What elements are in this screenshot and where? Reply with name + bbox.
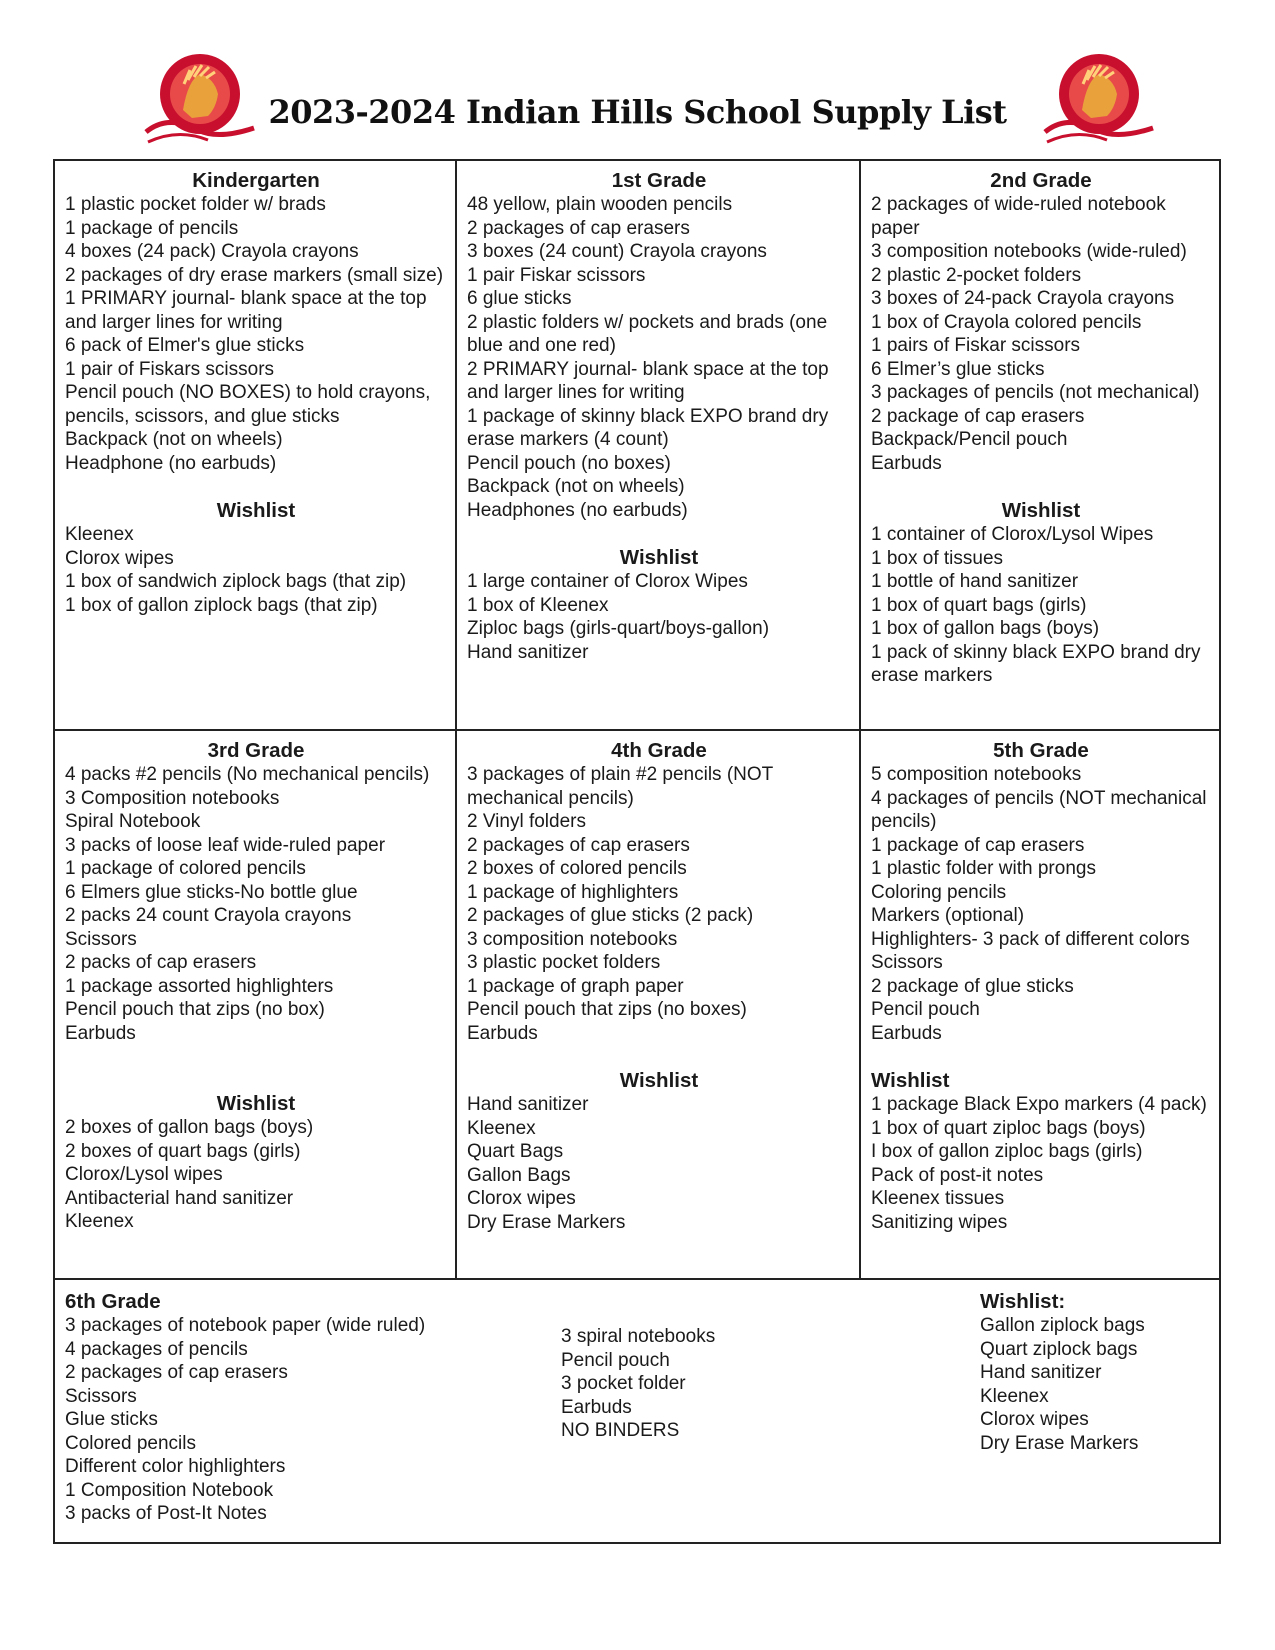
list-item: Colored pencils bbox=[65, 1432, 196, 1454]
list-item: 4 packs #2 pencils (No mechanical pencils) bbox=[65, 764, 430, 785]
wishlist-list bbox=[467, 570, 851, 664]
list-item: 1 plastic pocket folder w/ brads bbox=[65, 194, 326, 215]
list-item: 1 box of tissues bbox=[871, 547, 1004, 569]
list-item: Headphone (no earbuds) bbox=[65, 452, 277, 474]
grade-cell-4th bbox=[457, 731, 861, 1278]
list-item: 48 yellow, plain wooden pencils bbox=[467, 194, 733, 215]
list-item: 1 box of Crayola colored pencils bbox=[871, 311, 1142, 333]
wishlist-list bbox=[871, 1093, 1211, 1234]
list-item: 6 Elmer’s glue sticks bbox=[871, 358, 1045, 380]
list-item: Pencil pouch (NO BOXES) to hold crayons, pencils, scissors, and glue sticks bbox=[65, 382, 431, 427]
supply-list bbox=[871, 193, 1211, 475]
list-item: 2 packages of glue sticks (2 pack) bbox=[467, 905, 754, 926]
grade-cell-5th bbox=[861, 731, 1219, 1278]
list-item: 1 package of graph paper bbox=[467, 975, 684, 997]
list-item: 1 box of quart bags (girls) bbox=[871, 594, 1087, 616]
list-item: 1 plastic folder with prongs bbox=[871, 858, 1096, 879]
list-item: 1 Composition Notebook bbox=[65, 1479, 274, 1501]
wishlist-heading: Wishlist bbox=[216, 499, 296, 522]
list-item: Earbuds bbox=[561, 1396, 632, 1418]
list-item: Kleenex bbox=[65, 1211, 134, 1232]
list-item: Clorox/Lysol wipes bbox=[65, 1164, 223, 1185]
list-item: Coloring pencils bbox=[871, 881, 1007, 903]
list-item: 1 box of Kleenex bbox=[467, 594, 609, 616]
list-item: 1 pairs of Fiskar scissors bbox=[871, 335, 1081, 356]
list-item: 4 packages of pencils (NOT mechanical pencils) bbox=[871, 787, 1207, 832]
list-item: Earbuds bbox=[65, 1022, 136, 1044]
list-item: 2 boxes of colored pencils bbox=[467, 858, 687, 879]
list-item: 3 composition notebooks bbox=[467, 928, 678, 950]
grade-heading: 1st Grade bbox=[611, 169, 707, 192]
grade-cell-2nd bbox=[861, 161, 1219, 729]
supply-list bbox=[65, 1314, 545, 1526]
list-item: 3 packages of pencils (not mechanical) bbox=[871, 382, 1200, 403]
list-item: Pencil pouch that zips (no box) bbox=[65, 999, 325, 1020]
list-item: Antibacterial hand sanitizer bbox=[65, 1187, 294, 1209]
wishlist-heading: Wishlist bbox=[871, 1069, 950, 1092]
list-item: Sanitizing wipes bbox=[871, 1211, 1008, 1233]
list-item: Clorox wipes bbox=[980, 1409, 1089, 1430]
sixth-grade-column-1 bbox=[65, 1290, 545, 1526]
list-item: Backpack (not on wheels) bbox=[467, 476, 685, 497]
list-item: 2 packages of wide-ruled notebook paper bbox=[871, 194, 1166, 239]
list-item: Pencil pouch bbox=[871, 999, 980, 1020]
supply-list bbox=[467, 763, 851, 1045]
list-item: 1 package assorted highlighters bbox=[65, 975, 334, 997]
list-item: 1 box of gallon ziplock bags (that zip) bbox=[65, 594, 378, 616]
wishlist-list bbox=[467, 1093, 851, 1234]
list-item: Backpack (not on wheels) bbox=[65, 429, 283, 450]
wishlist-heading: Wishlist bbox=[619, 1069, 699, 1092]
list-item: Markers (optional) bbox=[871, 905, 1025, 926]
list-item: Clorox wipes bbox=[65, 547, 174, 569]
table-row bbox=[55, 161, 1219, 731]
wishlist-heading: Wishlist bbox=[1001, 499, 1081, 522]
school-logo bbox=[1037, 50, 1162, 150]
list-item: Pencil pouch (no boxes) bbox=[467, 452, 671, 474]
list-item: Scissors bbox=[65, 928, 137, 950]
list-item: Earbuds bbox=[467, 1022, 538, 1044]
list-item: Quart Bags bbox=[467, 1141, 564, 1162]
grade-heading: 2nd Grade bbox=[990, 169, 1092, 192]
grade-cell-1st bbox=[457, 161, 861, 729]
grade-heading: 4th Grade bbox=[611, 739, 707, 762]
chief-headdress-icon bbox=[1037, 50, 1162, 150]
supply-list bbox=[65, 763, 447, 1045]
grade-heading: Kindergarten bbox=[192, 169, 320, 192]
list-item: 2 packages of cap erasers bbox=[65, 1362, 288, 1383]
wishlist-heading: Wishlist bbox=[619, 546, 699, 569]
grade-cell-kindergarten bbox=[55, 161, 457, 729]
list-item: Dry Erase Markers bbox=[467, 1211, 626, 1233]
sixth-grade-column-2 bbox=[561, 1325, 861, 1443]
list-item: Earbuds bbox=[871, 452, 942, 474]
wishlist-list bbox=[980, 1314, 1200, 1455]
supply-list bbox=[871, 763, 1211, 1045]
list-item: Pack of post-it notes bbox=[871, 1164, 1044, 1186]
list-item: 4 packages of pencils bbox=[65, 1338, 248, 1360]
list-item: 3 plastic pocket folders bbox=[467, 952, 661, 973]
grade-heading: 3rd Grade bbox=[207, 739, 305, 762]
list-item: 3 packages of plain #2 pencils (NOT mechanical pencils) bbox=[467, 764, 773, 809]
wishlist-list bbox=[65, 523, 447, 617]
list-item: 3 packs of loose leaf wide-ruled paper bbox=[65, 834, 386, 856]
list-item: Scissors bbox=[65, 1385, 137, 1407]
list-item: Kleenex bbox=[65, 524, 134, 545]
list-item: Kleenex bbox=[980, 1385, 1049, 1407]
list-item: 1 package Black Expo markers (4 pack) bbox=[871, 1094, 1207, 1115]
list-item: 3 boxes of 24-pack Crayola crayons bbox=[871, 288, 1175, 309]
list-item: Pencil pouch that zips (no boxes) bbox=[467, 999, 747, 1020]
supply-list bbox=[467, 193, 851, 522]
list-item: 1 package of colored pencils bbox=[65, 858, 306, 879]
list-item: 3 boxes (24 count) Crayola crayons bbox=[467, 241, 767, 262]
list-item: Headphones (no earbuds) bbox=[467, 499, 688, 521]
grade-heading: 5th Grade bbox=[993, 739, 1089, 762]
list-item: Highlighters- 3 pack of different colors bbox=[871, 928, 1190, 950]
list-item: 2 packages of cap erasers bbox=[467, 217, 690, 239]
list-item: 1 box of gallon bags (boys) bbox=[871, 618, 1100, 639]
list-item: Gallon Bags bbox=[467, 1164, 571, 1186]
wishlist-heading: Wishlist: bbox=[980, 1290, 1066, 1313]
list-item: 6 pack of Elmer's glue sticks bbox=[65, 335, 305, 356]
list-item: 6 glue sticks bbox=[467, 288, 572, 309]
list-item: 1 package of skinny black EXPO brand dry erase markers (4 count) bbox=[467, 405, 829, 450]
list-item: 3 spiral notebooks bbox=[561, 1326, 716, 1347]
list-item: Hand sanitizer bbox=[467, 641, 589, 663]
wishlist-list bbox=[65, 1116, 447, 1234]
list-item: 3 Composition notebooks bbox=[65, 787, 280, 809]
supply-list bbox=[65, 193, 447, 475]
page-title: 2023-2024 Indian Hills School Supply List bbox=[268, 93, 1007, 131]
list-item: Clorox wipes bbox=[467, 1188, 576, 1209]
list-item: Scissors bbox=[871, 952, 943, 973]
page-header bbox=[0, 0, 1275, 160]
list-item: Pencil pouch bbox=[561, 1349, 670, 1371]
list-item: Dry Erase Markers bbox=[980, 1432, 1139, 1454]
list-item: NO BINDERS bbox=[561, 1420, 680, 1441]
list-item: I box of gallon ziploc bags (girls) bbox=[871, 1141, 1143, 1162]
list-item: Different color highlighters bbox=[65, 1456, 286, 1477]
list-item: 2 PRIMARY journal- blank space at the top and larger lines for writing bbox=[467, 358, 829, 403]
list-item: Spiral Notebook bbox=[65, 811, 201, 832]
list-item: 1 pair of Fiskars scissors bbox=[65, 358, 275, 380]
list-item: 1 package of pencils bbox=[65, 217, 239, 239]
list-item: Hand sanitizer bbox=[980, 1362, 1102, 1383]
list-item: 4 boxes (24 pack) Crayola crayons bbox=[65, 241, 359, 262]
table-row bbox=[55, 731, 1219, 1280]
list-item: 1 pack of skinny black EXPO brand dry erase markers bbox=[871, 641, 1201, 686]
list-item: Ziploc bags (girls-quart/boys-gallon) bbox=[467, 618, 770, 639]
list-item: 1 package of cap erasers bbox=[871, 834, 1085, 856]
list-item: 3 composition notebooks (wide-ruled) bbox=[871, 241, 1187, 262]
list-item: 2 package of cap erasers bbox=[871, 405, 1085, 427]
list-item: Kleenex bbox=[467, 1117, 536, 1139]
supply-table bbox=[53, 159, 1221, 1544]
list-item: 1 bottle of hand sanitizer bbox=[871, 571, 1079, 592]
grade-cell-3rd bbox=[55, 731, 457, 1278]
list-item: 2 packs 24 count Crayola crayons bbox=[65, 905, 352, 926]
list-item: Kleenex tissues bbox=[871, 1188, 1005, 1209]
list-item: Glue sticks bbox=[65, 1409, 158, 1430]
list-item: 1 container of Clorox/Lysol Wipes bbox=[871, 524, 1154, 545]
list-item: 6 Elmers glue sticks-No bottle glue bbox=[65, 881, 358, 903]
list-item: Hand sanitizer bbox=[467, 1094, 589, 1115]
list-item: 2 plastic folders w/ pockets and brads (one blue and one red) bbox=[467, 311, 828, 356]
list-item: 2 package of glue sticks bbox=[871, 975, 1074, 997]
list-item: 1 box of sandwich ziplock bags (that zip) bbox=[65, 571, 407, 592]
list-item: 2 boxes of quart bags (girls) bbox=[65, 1140, 301, 1162]
wishlist-heading: Wishlist bbox=[216, 1092, 296, 1115]
list-item: 2 plastic 2-pocket folders bbox=[871, 264, 1082, 286]
list-item: Backpack/Pencil pouch bbox=[871, 429, 1068, 450]
list-item: 1 PRIMARY journal- blank space at the top and larger lines for writing bbox=[65, 288, 427, 333]
wishlist-list bbox=[871, 523, 1211, 688]
list-item: 1 box of quart ziploc bags (boys) bbox=[871, 1117, 1146, 1139]
list-item: 1 pair Fiskar scissors bbox=[467, 264, 646, 286]
grade-cell-6th bbox=[55, 1280, 1219, 1542]
list-item: 2 boxes of gallon bags (boys) bbox=[65, 1117, 314, 1138]
list-item: 5 composition notebooks bbox=[871, 764, 1082, 785]
list-item: 2 packages of cap erasers bbox=[467, 834, 690, 856]
grade-heading: 6th Grade bbox=[65, 1290, 161, 1313]
list-item: 2 packages of dry erase markers (small size) bbox=[65, 264, 444, 286]
list-item: Quart ziplock bags bbox=[980, 1338, 1138, 1360]
list-item: 1 package of highlighters bbox=[467, 881, 679, 903]
list-item: 3 packages of notebook paper (wide ruled) bbox=[65, 1315, 426, 1336]
list-item: 1 large container of Clorox Wipes bbox=[467, 571, 748, 592]
sixth-grade-wishlist bbox=[980, 1290, 1200, 1455]
list-item: Gallon ziplock bags bbox=[980, 1315, 1145, 1336]
supply-list bbox=[561, 1325, 861, 1443]
list-item: 3 packs of Post-It Notes bbox=[65, 1503, 267, 1524]
list-item: 3 pocket folder bbox=[561, 1373, 686, 1394]
list-item: 2 Vinyl folders bbox=[467, 811, 586, 832]
list-item: 2 packs of cap erasers bbox=[65, 952, 257, 973]
list-item: Earbuds bbox=[871, 1022, 942, 1044]
